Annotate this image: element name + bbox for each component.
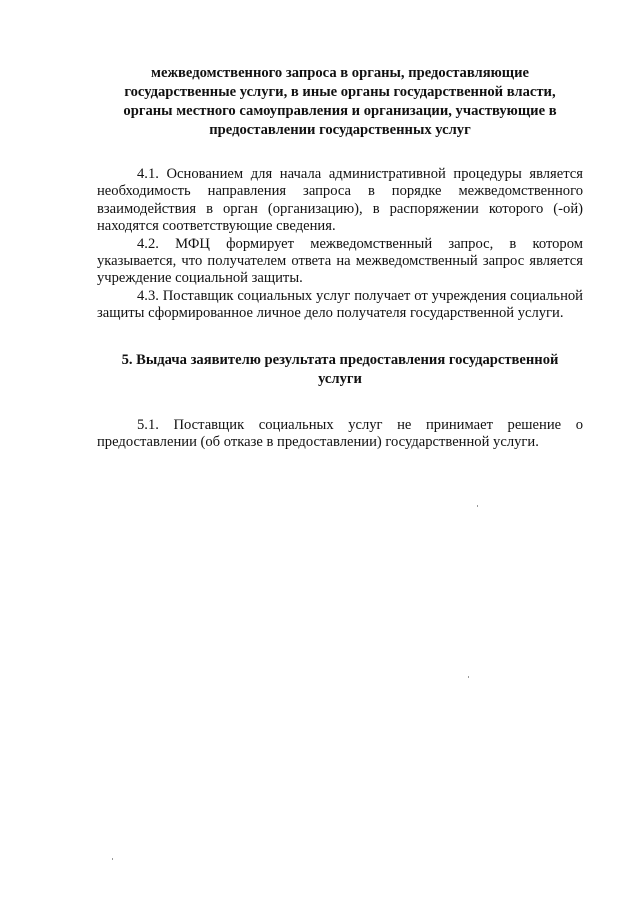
heading-line: государственные услуги, в иные органы государственной власти, [124,84,556,100]
section-4-body [97,166,583,323]
paragraph-5-1: 5.1. Поставщик социальных услуг не принимает решение о предоставлении (об отказе в предоставлении) государственной услуги. [97,416,583,451]
heading-line: 5. Выдача заявителю результата предоставления государственной [121,351,559,368]
paragraph-4-2: 4.2. МФЦ формирует межведомственный запрос, в котором указывается, что получателем ответа на межведомственный запрос является учреждение социальной защиты. [97,235,583,287]
section-intro-heading [97,64,583,140]
heading-line: органы местного самоуправления и организации, участвующие в [123,103,557,119]
heading-line: межведомственного запроса в органы, предоставляющие [151,65,529,81]
heading-line: услуги [318,370,362,387]
section-5-body [97,417,583,452]
heading-line: предоставлении государственных услуг [209,122,471,138]
section-5-heading [97,351,583,389]
scan-speck [468,676,469,678]
scan-speck [112,858,113,860]
paragraph-4-1: 4.1. Основанием для начала административной процедуры является необходимость направления запроса в порядке межведомственного взаимодействия в орган (организацию), в распоряжении которого (-ой) находятся соответствующие сведения. [97,166,583,235]
paragraph-4-3: 4.3. Поставщик социальных услуг получает от учреждения социальной защиты сформированное личное дело получателя государственной услуги. [97,287,583,322]
scan-speck [477,505,478,507]
document-page [97,64,583,451]
